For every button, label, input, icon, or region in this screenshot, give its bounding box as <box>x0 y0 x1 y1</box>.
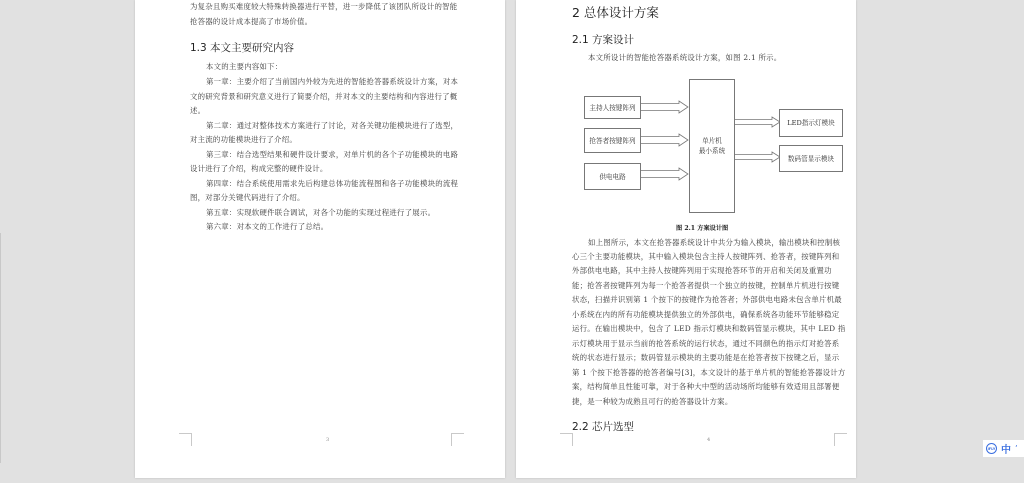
paragraph-line: 设计进行了介绍，构成完整的硬件设计。 <box>190 164 328 173</box>
paragraph-line: 如上图所示，本文在抢答器系统设计中共分为输入模块，输出模块和控制核 <box>588 238 841 247</box>
document-page-4 <box>516 0 856 478</box>
paragraph-line: 运行。在输出模块中，包含了 LED 指示灯模块和数码管显示模块，其中 LED 指 <box>572 324 846 333</box>
scroll-edge <box>0 233 1 463</box>
diagram-box-host-keys: 主持人按键阵列 <box>584 96 641 119</box>
paragraph-line: 示灯模块用于显示当前的抢答系统的运行状态，通过不同颜色的指示灯对抢答系 <box>572 339 840 348</box>
paragraph-line: 文的研究背景和研究意义进行了简要介绍，并对本文的主要结构和内容进行了概 <box>190 92 458 101</box>
section-heading-1-3: 1.3 本文主要研究内容 <box>190 42 295 54</box>
paragraph-line: 心三个主要功能模块，其中输入模块包含主持人按键阵列、抢答者，按键阵列和 <box>572 252 840 261</box>
paragraph-line: 第二章：通过对整体技术方案进行了讨论，对各关键功能模块进行了选型， <box>206 121 459 130</box>
mcu-label-line: 最小系统 <box>698 147 726 155</box>
ime-toolbar[interactable] <box>983 440 1024 457</box>
intro-line: 本文所设计的智能抢答器系统设计方案，如图 2.1 所示。 <box>588 53 782 62</box>
paragraph-line: 图，对部分关键代码进行了介绍。 <box>190 193 305 202</box>
figure-caption: 图 2.1 方案设计图 <box>676 225 729 232</box>
diagram-box-contestant-keys: 抢答者按键阵列 <box>584 128 641 153</box>
intro-line: 抢答器的设计成本提高了市场价值。 <box>190 17 313 26</box>
chapter-heading-2: 2 总体设计方案 <box>572 5 659 20</box>
paragraph-line: 第 1 个按下抢答器的抢答者编号[3]，本文设计的基于单片机的智能抢答器设计方 <box>572 368 846 377</box>
ime-language-toggle[interactable]: 中 <box>1001 445 1011 456</box>
block-diagram <box>516 0 856 230</box>
margin-corner-mark <box>451 433 464 446</box>
paragraph-line: 第六章：对本文的工作进行了总结。 <box>206 222 329 231</box>
paragraph-line: 外部供电电路，其中主持人按键阵列用于实现抢答环节的开启和关闭及重置功 <box>572 266 832 275</box>
paragraph-line: 第三章：结合选型结果和硬件设计要求，对单片机的各个子功能模块的电路 <box>206 150 459 159</box>
ime-punctuation-toggle[interactable]: ʼ <box>1015 444 1018 453</box>
paragraph-line: 第一章：主要介绍了当前国内外较为先进的智能抢答器系统设计方案，对本 <box>206 77 459 86</box>
mcu-label-line: 单片机 <box>702 137 722 145</box>
diagram-box-power-circuit: 供电电路 <box>584 163 641 190</box>
paragraph-line: 统的状态进行显示；数码管显示模块的主要功能是在抢答者按下按键之后，显示 <box>572 353 840 362</box>
ime-logo-icon[interactable]: iFLY <box>986 443 997 454</box>
paragraph-line: 第五章：实现软硬件联合调试，对各个功能的实现过程进行了展示。 <box>206 208 436 217</box>
diagram-box-mcu <box>689 79 735 213</box>
paragraph-line: 述。 <box>190 106 206 115</box>
intro-line: 为复杂且购买难度较大特殊转换器进行平替，进一步降低了该团队所设计的智能 <box>190 2 458 11</box>
paragraph-line: 案，结构简单且性能可靠，对于各种大中型的活动场所均能够有效适用且部署便 <box>572 382 840 391</box>
diagram-box-display-module: 数码管显示模块 <box>779 145 843 172</box>
paragraph-line: 捷，是一种较为成熟且可行的抢答器设计方案。 <box>572 397 733 406</box>
page-number: 3 <box>326 437 330 443</box>
diagram-box-led-module: LED指示灯模块 <box>779 109 843 137</box>
paragraph-line: 对主流的功能模块进行了介绍。 <box>190 135 297 144</box>
section-heading-2-1: 2.1 方案设计 <box>572 34 635 46</box>
section-heading-2-2: 2.2 芯片选型 <box>572 421 635 433</box>
paragraph-line: 本文的主要内容如下： <box>206 62 283 71</box>
margin-corner-mark <box>179 433 192 446</box>
paragraph-line: 第四章：结合系统使用需求先后构建总体功能流程图和各子功能模块的流程 <box>206 179 459 188</box>
margin-corner-mark <box>834 433 847 446</box>
paragraph-line: 状态，扫描并识别第 1 个按下的按键作为抢答者；外部供电电路未包含单片机最 <box>572 295 842 304</box>
page-number: 4 <box>707 437 711 443</box>
margin-corner-mark <box>560 433 573 446</box>
document-page-3 <box>135 0 505 478</box>
paragraph-line: 能；抢答者按键阵列为每一个抢答者提供一个独立的按键，控制单片机进行按键 <box>572 281 840 290</box>
paragraph-line: 小系统在内的所有功能模块提供独立的外部供电，确保系统各功能环节能够稳定 <box>572 310 840 319</box>
